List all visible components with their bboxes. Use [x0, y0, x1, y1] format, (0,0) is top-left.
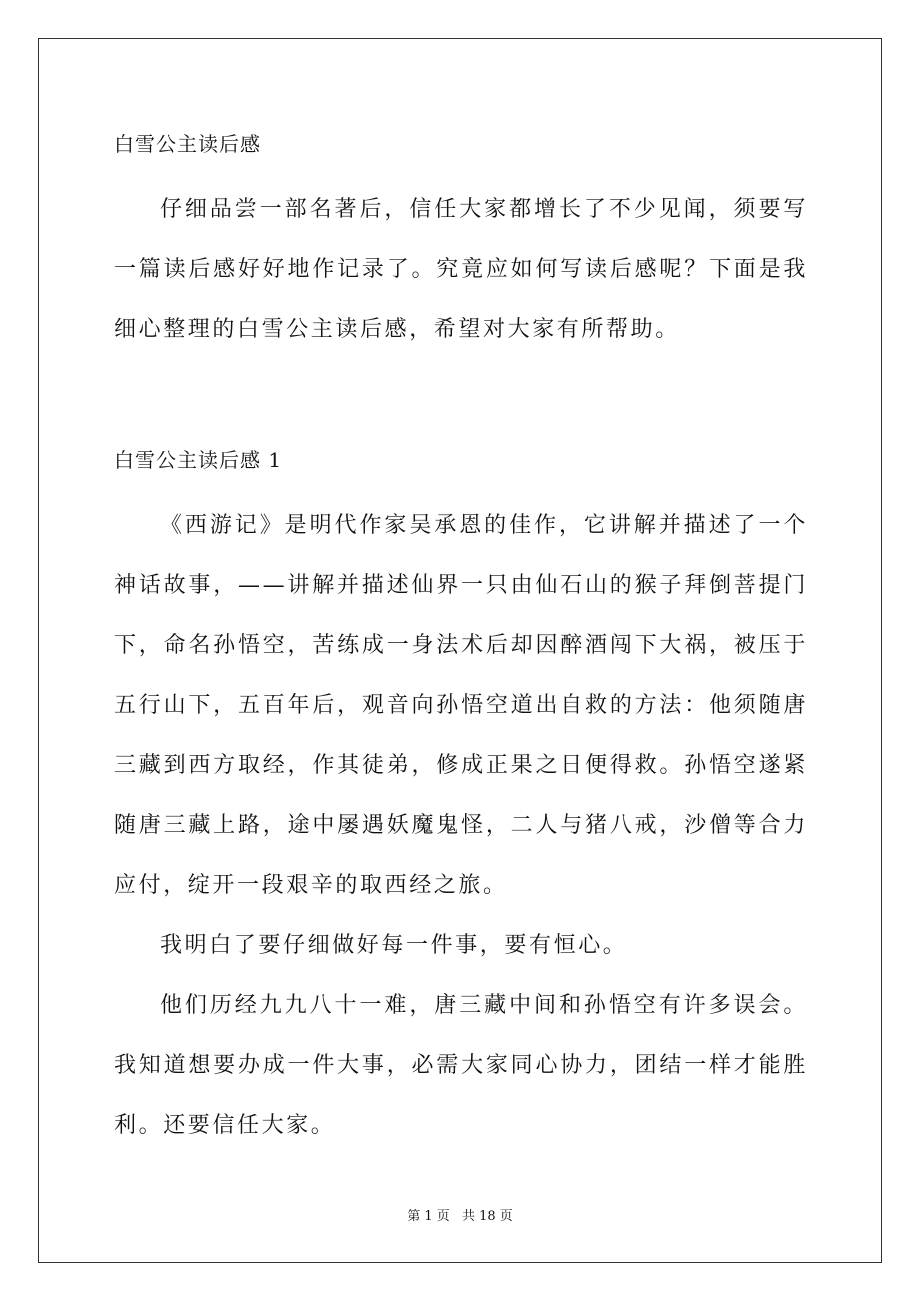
body-paragraph-2: 我明白了要仔细做好每一件事，要有恒心。: [160, 933, 628, 958]
page-total: 共 18 页: [461, 1209, 513, 1224]
section-title: 白雪公主读后感 1: [114, 448, 283, 472]
intro-paragraph: 仔细品尝一部名著后，信任大家都增长了不少见闻，须要写一篇读后感好好地作记录了。究竟应如何写读后感呢？下面是我细心整理的白雪公主读后感，希望对大家有所帮助。: [114, 197, 808, 342]
document-title: 白雪公主读后感: [114, 132, 261, 156]
body-paragraph-1: 《西游记》是明代作家吴承恩的佳作，它讲解并描述了一个神话故事，——讲解并描述仙界一只由仙石山的猴子拜倒菩提门下，命名孙悟空，苦练成一身法术后却因醉酒闯下大祸，被压于五行山下，五百年后，观音向孙悟空道出自救的方法：他须随唐三藏到西方取经，作其徒弟，修成正果之日便得救。孙悟空遂紧随唐三藏上路，途中屡遇妖魔鬼怪，二人与猪八戒，沙僧等合力应付，绽开一段艰辛的取西经之旅。: [114, 513, 808, 898]
document-body: [114, 120, 808, 1156]
page-footer: [0, 1209, 920, 1225]
page-number: 第 1 页: [407, 1209, 450, 1224]
body-paragraph-3: 他们历经九九八十一难，唐三藏中间和孙悟空有许多误会。我知道想要办成一件大事，必需大家同心协力，团结一样才能胜利。还要信任大家。: [114, 993, 808, 1138]
